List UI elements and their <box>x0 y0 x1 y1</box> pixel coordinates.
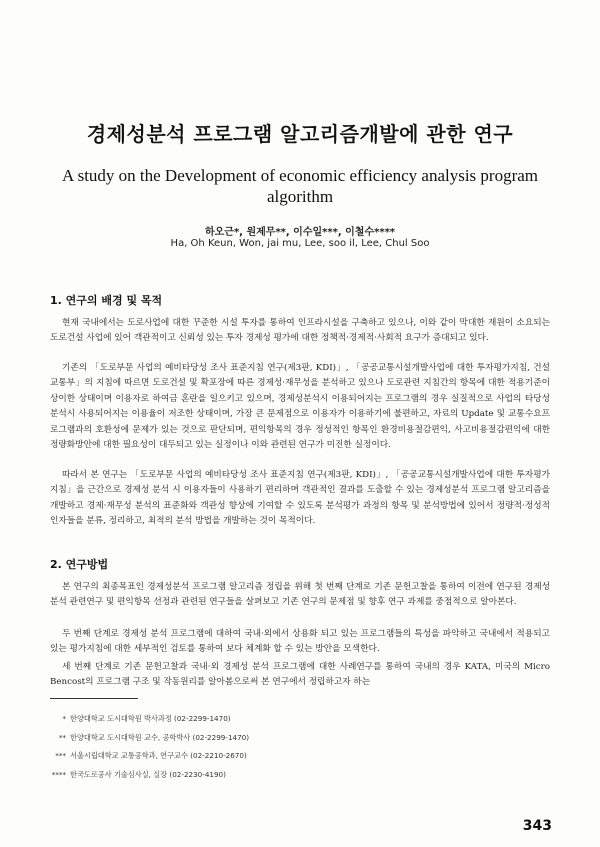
authors-english: Ha, Oh Keun, Won, jai mu, Lee, soo il, Lee, Chul Soo <box>170 238 430 249</box>
footnote-4: **** 한국도로공사 기술심사실, 실장 (02-2230-4190) <box>51 769 226 779</box>
footnote-3: *** 서울시립대학교 교통공학과, 연구교수 (02-2210-2670) <box>55 751 247 760</box>
section-2-paragraph-1: 본 연구의 최종목표인 경제성분석 프로그램 알고리즘 정립을 위해 첫 번째 단계로 기존 문헌고찰을 통하여 이전에 연구된 경제성 분석 관련연구 및 편익항목 선정과 관련된 연구들을 살펴보고 기존 연구의 문제점 및 향후 연구 과제를 중점적으로 알아본다. <box>50 582 550 608</box>
footnote-2: ** 한양대학교 도시대학원 교수, 공학박사 (02-2299-1470) <box>58 732 250 742</box>
section-1-paragraph-3: 따라서 본 연구는 「도로부문 사업의 예비타당성 조사 표준지침 연구(제3판, KDI)」, 「공공교통시설개발사업에 대한 투자평가지침」을 근간으로 경제성 분석 시 이용자들이 사용하기 편리하며 객관적인 결과를 도출할 수 있는 경제성분석 프로그램 알고리즘을 개발하고 경제·재무성 분석의 표준화와 객관성 향상에 기여할 수 있도록 분석평가 과정의 항목 및 분석방법에 있어서 정량적·정성적 인자들을 분류, 정리하고, 최적의 분석 방법을 개발하는 것이 목적이다. <box>50 470 550 527</box>
section-1-paragraph-1: 현재 국내에서는 도로사업에 대한 꾸준한 시설 투자를 통하여 인프라시설을 구축하고 있으나, 이와 같이 막대한 재원이 소요되는 도로건설 사업에 있어 객관적이고 신뢰성 있는 투자 경제성 평가에 대한 정책적·경제적·사회적 요구가 증대되고 있다. <box>50 318 550 344</box>
footnote-1: * 한양대학교 도시대학원 박사과정 (02-2299-1470) <box>62 714 231 723</box>
title-korean: 경제성분석 프로그램 알고리즘개발에 관한 연구 <box>86 122 514 146</box>
section-2-paragraph-3: 세 번째 단계로 기존 문헌고찰과 국내·외 경제성 분석 프로그램에 대한 사례연구를 통하여 국내의 경우 KATA, 미국의 Micro Bencost의 프로그램 구조 및 작동원리를 알아봄으로써 본 연구에서 정립하고자 하는 <box>50 662 550 688</box>
page-number: 343 <box>522 818 552 834</box>
section-2-heading: 2. 연구방법 <box>50 558 109 571</box>
title-english: A study on the Development of economic efficiency analysis program algorithm <box>61 166 539 206</box>
footnotes <box>50 710 450 784</box>
section-1-heading: 1. 연구의 배경 및 목적 <box>50 294 163 307</box>
section-2-paragraph-2: 두 번째 단계로 경제성 분석 프로그램에 대하여 국내·외에서 상용화 되고 있는 프로그램들의 특성을 파악하고 국내에서 적용되고 있는 평가지침에 대한 세부적인 검토를 통하여 보다 체계화 할 수 있는 방안을 모색한다. <box>50 629 550 655</box>
authors-korean: 하오근*, 원제무**, 이수일***, 이철수**** <box>204 227 396 238</box>
section-1-paragraph-2: 기존의 「도로부문 사업의 예비타당성 조사 표준지침 연구(제3판, KDI)」, 「공공교통시설개발사업에 대한 투자평가지침, 건설교통부」의 지침에 따르면 도로건설 및 확포장에 따른 경제성·재무성을 분석하고 있으나 도로관련 지침간의 항목에 대한 적용기준이 상이한 상태이며 이용자로 하여금 혼란을 일으키고 있으며, 경제성분석시 이용되어지는 프로그램의 경우 실질적으로 사업의 타당성 분석시 사용되어지는 이용율이 저조한 상태이며, 가장 큰 문제점으로 이용자가 이용하기에 불편하고, 자료의 Update 및 교통수요프로그램과의 호환성에 문제가 있는 것으로 판단되며, 편익항목의 경우 정성적인 항목인 환경비용절감편익, 사고비용절감편익에 대한 정량화방안에 대한 필요성이 대두되고 있는 실정이나 이와 관련된 연구가 미진한 실정이다. <box>50 363 550 451</box>
footnote-divider <box>50 698 138 699</box>
